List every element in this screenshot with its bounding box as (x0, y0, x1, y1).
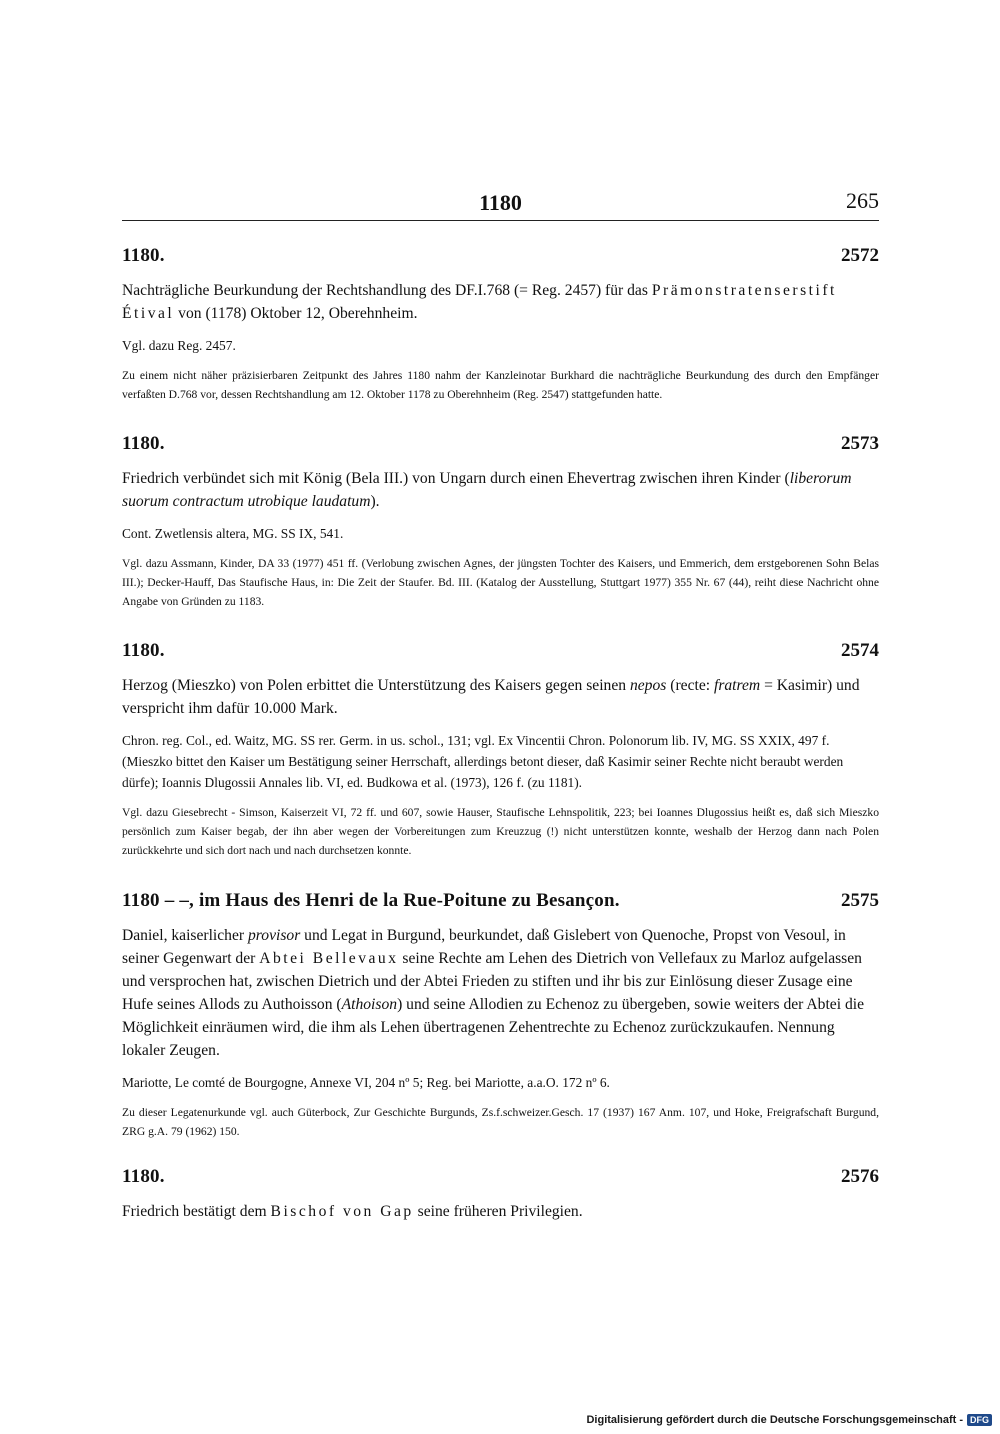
entry-2574 (122, 640, 879, 860)
entry-note: Zu einem nicht näher präzisierbaren Zeitpunkt des Jahres 1180 nahm der Kanzleinotar Burkhard die nachträgliche Beurkundung des durch den Empfänger verfaßten D.768 vor, dessen Rechtshandlung am 12. Oktober 1178 zu Oberehnheim (Reg. 2547) stattgefunden hatte. (122, 369, 879, 401)
entry-head (122, 640, 879, 664)
entry-2575 (122, 890, 879, 1141)
entry-summary: Nachträgliche Beurkundung der Rechtshandlung des DF.I.768 (= Reg. 2457) für das Prämonstratenserstift Étival von (1178) Oktober 12, Oberehnheim. (122, 282, 837, 322)
entry-source: Chron. reg. Col., ed. Waitz, MG. SS rer. Germ. in us. schol., 131; vgl. Ex Vincentii Chron. Polonorum lib. IV, MG. SS XXIX, 497 f. (Mieszko bittet den Kaiser um Bestätigung seiner Herrschaft, allerdings betont dieser, daß Kasimir seiner Rechte nicht beraubt werden dürfe); Ioannis Dlugossii Annales lib. VI, ed. Budkowa et al. (1973), 126 f. (zu 1181). (122, 733, 844, 790)
entry-date: 1180. (122, 1166, 165, 1187)
entry-source: Cont. Zwetlensis altera, MG. SS IX, 541. (122, 526, 344, 541)
entry-number: 2572 (841, 245, 879, 266)
entry-head (122, 1166, 879, 1190)
entry-number: 2576 (841, 1166, 879, 1187)
footer-text: Digitalisierung gefördert durch die Deutsche Forschungsgemeinschaft - (586, 1414, 963, 1426)
entry-summary: Herzog (Mieszko) von Polen erbittet die Unterstützung des Kaisers gegen seinen nepos (recte: fratrem = Kasimir) und verspricht ihm dafür 10.000 Mark. (122, 677, 860, 717)
entry-date: 1180. (122, 433, 165, 454)
entry-date: 1180 – –, im Haus des Henri de la Rue-Poitune zu Besançon. (122, 890, 620, 911)
entry-note: Vgl. dazu Assmann, Kinder, DA 33 (1977) 451 ff. (Verlobung zwischen Agnes, der jüngsten Tochter des Kaisers, und Emmerich, dem erstgeborenen Sohn Belas III.); Decker-Hauff, Das Staufische Haus, in: Die Zeit der Staufer. Bd. III. (Katalog der Ausstellung, Stuttgart 1977) 355 Nr. 67 (44), reiht diese Nachricht ohne Angabe von Gründen zu 1183. (122, 557, 879, 608)
entry-head (122, 433, 879, 457)
entry-note: Zu dieser Legatenurkunde vgl. auch Güterbock, Zur Geschichte Burgunds, Zs.f.schweizer.Gesch. 17 (1937) 167 Anm. 107, und Hoke, Freigrafschaft Burgund, ZRG g.A. 79 (1962) 150. (122, 1106, 879, 1138)
entry-summary: Friedrich bestätigt dem Bischof von Gap seine früheren Privilegien. (122, 1203, 583, 1220)
entry-date: 1180. (122, 245, 165, 266)
entry-2576 (122, 1166, 879, 1223)
entry-date: 1180. (122, 640, 165, 661)
entry-source: Vgl. dazu Reg. 2457. (122, 338, 236, 353)
entry-note: Vgl. dazu Giesebrecht - Simson, Kaiserzeit VI, 72 ff. und 607, sowie Hauser, Staufische Lehnspolitik, 223; bei Ioannes Dlugossius heißt es, daß sich Mieszko persönlich zum Kaiser begab, der ihn aber wegen der Vorbereitungen zum Kreuzzug (!) nicht unterstützen konnte, weshalb der Herzog dann nach Polen zurückkehrte und sich dort nach und nach durchsetzen konnte. (122, 806, 879, 857)
entry-2572 (122, 245, 879, 404)
entry-head (122, 890, 879, 914)
entry-source: Mariotte, Le comté de Bourgogne, Annexe VI, 204 nº 5; Reg. bei Mariotte, a.a.O. 172 nº 6. (122, 1075, 610, 1090)
entry-head (122, 245, 879, 269)
page-year: 1180 (479, 190, 522, 215)
dfg-footer (586, 1414, 992, 1426)
page-header (122, 186, 879, 221)
entry-number: 2573 (841, 433, 879, 454)
dfg-logo-icon: DFG (967, 1414, 992, 1426)
entry-number: 2575 (841, 890, 879, 911)
entry-summary: Friedrich verbündet sich mit König (Bela III.) von Ungarn durch einen Ehevertrag zwischen ihren Kinder (liberorum suorum contractum utrobique laudatum). (122, 470, 852, 510)
page-number: 265 (846, 188, 879, 213)
entry-number: 2574 (841, 640, 879, 661)
entry-summary: Daniel, kaiserlicher provisor und Legat in Burgund, beurkundet, daß Gislebert von Quenoche, Propst von Vesoul, in seiner Gegenwart der Abtei Bellevaux seine Rechte am Lehen des Dietrich von Vellefaux zu Marloz aufgelassen und versprochen hat, zwischen Dietrich und der Abtei Frieden zu stiften und ihr bis zur Einlösung dieser Zusage eine Hufe seines Allods zu Authoisson (Athoison) und seine Allodien zu Echenoz zu übergeben, sowie weiters der Abtei die Möglichkeit einräumen wird, die ihm als Lehen übertragenen Zehentrechte zu Echenoz zurückzukaufen. Nennung lokaler Zeugen. (122, 927, 865, 1059)
entry-2573 (122, 433, 879, 611)
